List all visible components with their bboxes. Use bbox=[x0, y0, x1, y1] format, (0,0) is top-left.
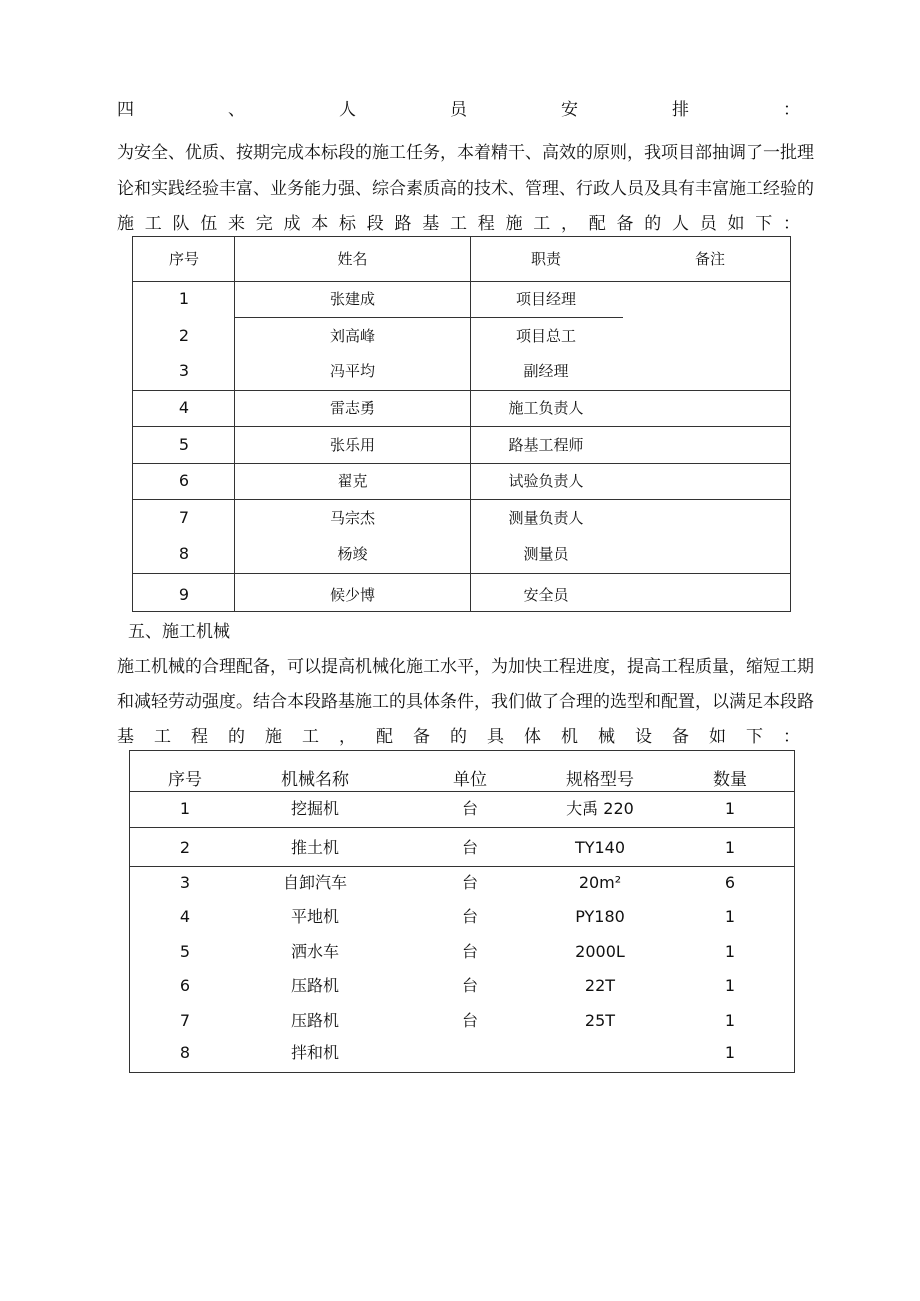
machine-spec: 22T bbox=[584, 976, 616, 995]
machine-unit: 台 bbox=[461, 1011, 478, 1030]
machine-no: 5 bbox=[179, 942, 191, 961]
machine-spec: PY180 bbox=[575, 907, 625, 926]
para-char: 具 bbox=[487, 727, 504, 747]
machine-spec: TY140 bbox=[574, 838, 626, 857]
machine-unit: 台 bbox=[461, 799, 478, 818]
machine-unit: 台 bbox=[461, 942, 478, 961]
machine-no: 3 bbox=[179, 873, 191, 892]
staff-header-duty: 职责 bbox=[530, 250, 561, 268]
para-char: 伍 bbox=[200, 214, 218, 234]
staff-name: 冯平均 bbox=[329, 362, 375, 380]
staff-name: 杨竣 bbox=[337, 545, 368, 563]
para-char: ， bbox=[561, 214, 578, 234]
machine-no: 4 bbox=[179, 907, 191, 926]
staff-name: 雷志勇 bbox=[329, 399, 375, 417]
staff-no: 6 bbox=[178, 471, 190, 490]
table-border bbox=[129, 827, 795, 828]
machine-qty: 1 bbox=[724, 907, 736, 926]
table-border bbox=[790, 236, 791, 612]
machine-name: 拌和机 bbox=[290, 1043, 339, 1062]
table-border bbox=[234, 317, 623, 318]
machine-name: 压路机 bbox=[290, 1011, 339, 1030]
para-char: 下 bbox=[746, 727, 763, 747]
staff-duty: 施工负责人 bbox=[508, 399, 584, 417]
heading-char: 、 bbox=[228, 100, 245, 120]
staff-duty: 测量负责人 bbox=[508, 509, 584, 527]
machine-unit: 台 bbox=[461, 907, 478, 926]
para-char: 施 bbox=[505, 214, 523, 234]
staff-no: 3 bbox=[178, 361, 190, 380]
table-border bbox=[132, 426, 791, 427]
machine-no: 8 bbox=[179, 1043, 191, 1062]
para-char: 下 bbox=[755, 214, 773, 234]
machine-qty: 1 bbox=[724, 1043, 736, 1062]
staff-duty: 安全员 bbox=[523, 586, 569, 604]
machine-name: 平地机 bbox=[290, 907, 339, 926]
para-char: 工 bbox=[533, 214, 551, 234]
section4-paragraph-line3 bbox=[117, 214, 800, 234]
staff-name: 张乐用 bbox=[329, 436, 375, 454]
para-char: 队 bbox=[172, 214, 190, 234]
para-char: 如 bbox=[709, 727, 726, 747]
table-border bbox=[129, 866, 795, 867]
para-char: 的 bbox=[228, 727, 245, 747]
heading-char: 安 bbox=[561, 100, 578, 120]
section4-paragraph-line1: 为安全、优质、按期完成本标段的施工任务，本着精干、高效的原则，我项目部抽调了一批理 bbox=[117, 143, 814, 163]
staff-header-no: 序号 bbox=[168, 250, 199, 268]
para-char: 工 bbox=[154, 727, 171, 747]
machine-qty: 1 bbox=[724, 976, 736, 995]
table-border bbox=[132, 463, 791, 464]
para-char: 段 bbox=[366, 214, 384, 234]
staff-no: 4 bbox=[178, 398, 190, 417]
para-char: 本 bbox=[311, 214, 329, 234]
staff-name: 翟克 bbox=[337, 472, 368, 490]
section5-paragraph-line3 bbox=[117, 727, 800, 747]
para-char: 配 bbox=[588, 214, 606, 234]
staff-no: 8 bbox=[178, 544, 190, 563]
staff-duty: 试验负责人 bbox=[508, 472, 584, 490]
machine-spec: 大禹 220 bbox=[566, 799, 634, 818]
machine-unit: 台 bbox=[461, 873, 478, 892]
para-char: 备 bbox=[672, 727, 689, 747]
para-char: 程 bbox=[477, 214, 495, 234]
para-char: 基 bbox=[117, 727, 134, 747]
section4-paragraph-line2: 论和实践经验丰富、业务能力强、综合素质高的技术、管理、行政人员及具有丰富施工经验的 bbox=[117, 179, 814, 199]
machine-spec: 25T bbox=[584, 1011, 616, 1030]
para-char: 备 bbox=[616, 214, 634, 234]
machine-qty: 6 bbox=[724, 873, 736, 892]
para-char: 机 bbox=[561, 727, 578, 747]
heading-char: ： bbox=[783, 100, 800, 120]
staff-name: 刘高峰 bbox=[329, 327, 375, 345]
machine-name: 自卸汽车 bbox=[282, 873, 347, 892]
staff-duty: 路基工程师 bbox=[508, 436, 584, 454]
staff-duty: 项目经理 bbox=[515, 290, 576, 308]
para-char: 完 bbox=[255, 214, 273, 234]
para-char: ： bbox=[783, 214, 800, 234]
table-border bbox=[794, 750, 795, 1073]
staff-duty: 副经理 bbox=[523, 362, 569, 380]
table-border bbox=[132, 573, 791, 574]
machine-name: 压路机 bbox=[290, 976, 339, 995]
table-border bbox=[129, 1072, 795, 1073]
staff-no: 7 bbox=[178, 508, 190, 527]
machine-no: 7 bbox=[179, 1011, 191, 1030]
para-char: 成 bbox=[283, 214, 301, 234]
table-border bbox=[129, 750, 130, 1073]
para-char: 程 bbox=[191, 727, 208, 747]
para-char: ： bbox=[783, 727, 800, 747]
staff-header-name: 姓名 bbox=[337, 250, 368, 268]
machine-no: 6 bbox=[179, 976, 191, 995]
machine-qty: 1 bbox=[724, 838, 736, 857]
para-char: 如 bbox=[727, 214, 745, 234]
para-char: 人 bbox=[672, 214, 689, 234]
heading-char: 人 bbox=[339, 100, 356, 120]
table-border bbox=[132, 499, 791, 500]
heading-char: 员 bbox=[450, 100, 467, 120]
para-char: 的 bbox=[450, 727, 467, 747]
heading-char: 排 bbox=[672, 100, 689, 120]
staff-duty: 测量员 bbox=[523, 545, 569, 563]
section5-heading: 五、施工机械 bbox=[128, 622, 230, 642]
para-char: 备 bbox=[413, 727, 430, 747]
staff-no: 1 bbox=[178, 289, 190, 308]
machine-no: 2 bbox=[179, 838, 191, 857]
section4-heading bbox=[117, 100, 800, 120]
para-char: 工 bbox=[450, 214, 467, 234]
staff-header-remark: 备注 bbox=[694, 250, 725, 268]
staff-no: 5 bbox=[178, 435, 190, 454]
staff-duty: 项目总工 bbox=[515, 327, 576, 345]
machine-qty: 1 bbox=[724, 799, 736, 818]
machine-name: 挖掘机 bbox=[290, 799, 339, 818]
machine-spec: 20m² bbox=[578, 873, 622, 892]
table-border bbox=[132, 236, 791, 237]
para-char: ， bbox=[339, 727, 356, 747]
machine-qty: 1 bbox=[724, 942, 736, 961]
machine-qty: 1 bbox=[724, 1011, 736, 1030]
para-char: 工 bbox=[144, 214, 162, 234]
section5-paragraph-line1: 施工机械的合理配备，可以提高机械化施工水平，为加快工程进度，提高工程质量，缩短工期 bbox=[117, 657, 814, 677]
para-char: 施 bbox=[117, 214, 134, 234]
para-char: 路 bbox=[394, 214, 412, 234]
para-char: 基 bbox=[422, 214, 440, 234]
para-char: 的 bbox=[644, 214, 662, 234]
machine-no: 1 bbox=[179, 799, 191, 818]
machine-unit: 台 bbox=[461, 976, 478, 995]
machine-name: 推土机 bbox=[290, 838, 339, 857]
machine-header-spec: 规格型号 bbox=[566, 770, 634, 790]
table-border bbox=[132, 390, 791, 391]
table-border bbox=[129, 750, 795, 751]
staff-name: 张建成 bbox=[329, 290, 375, 308]
machine-header-name: 机械名称 bbox=[281, 770, 349, 790]
para-char: 配 bbox=[376, 727, 393, 747]
para-char: 械 bbox=[598, 727, 615, 747]
staff-no: 2 bbox=[178, 326, 190, 345]
section5-paragraph-line2: 和减轻劳动强度。结合本段路基施工的具体条件，我们做了合理的选型和配置，以满足本段路 bbox=[117, 692, 814, 712]
machine-header-no: 序号 bbox=[168, 770, 202, 790]
machine-unit: 台 bbox=[461, 838, 478, 857]
para-char: 施 bbox=[265, 727, 282, 747]
para-char: 体 bbox=[524, 727, 541, 747]
para-char: 员 bbox=[699, 214, 717, 234]
para-char: 工 bbox=[302, 727, 319, 747]
machine-name: 洒水车 bbox=[290, 942, 339, 961]
table-border bbox=[129, 791, 795, 792]
heading-char: 四 bbox=[117, 100, 134, 120]
para-char: 设 bbox=[635, 727, 652, 747]
staff-name: 候少博 bbox=[329, 586, 375, 604]
table-border bbox=[132, 611, 791, 612]
machine-header-unit: 单位 bbox=[453, 770, 487, 790]
machine-spec: 2000L bbox=[575, 942, 625, 961]
para-char: 标 bbox=[339, 214, 356, 234]
table-border bbox=[132, 281, 791, 282]
para-char: 来 bbox=[228, 214, 245, 234]
staff-name: 马宗杰 bbox=[329, 509, 375, 527]
table-border bbox=[132, 236, 133, 612]
staff-no: 9 bbox=[178, 585, 190, 604]
machine-header-qty: 数量 bbox=[713, 770, 747, 790]
